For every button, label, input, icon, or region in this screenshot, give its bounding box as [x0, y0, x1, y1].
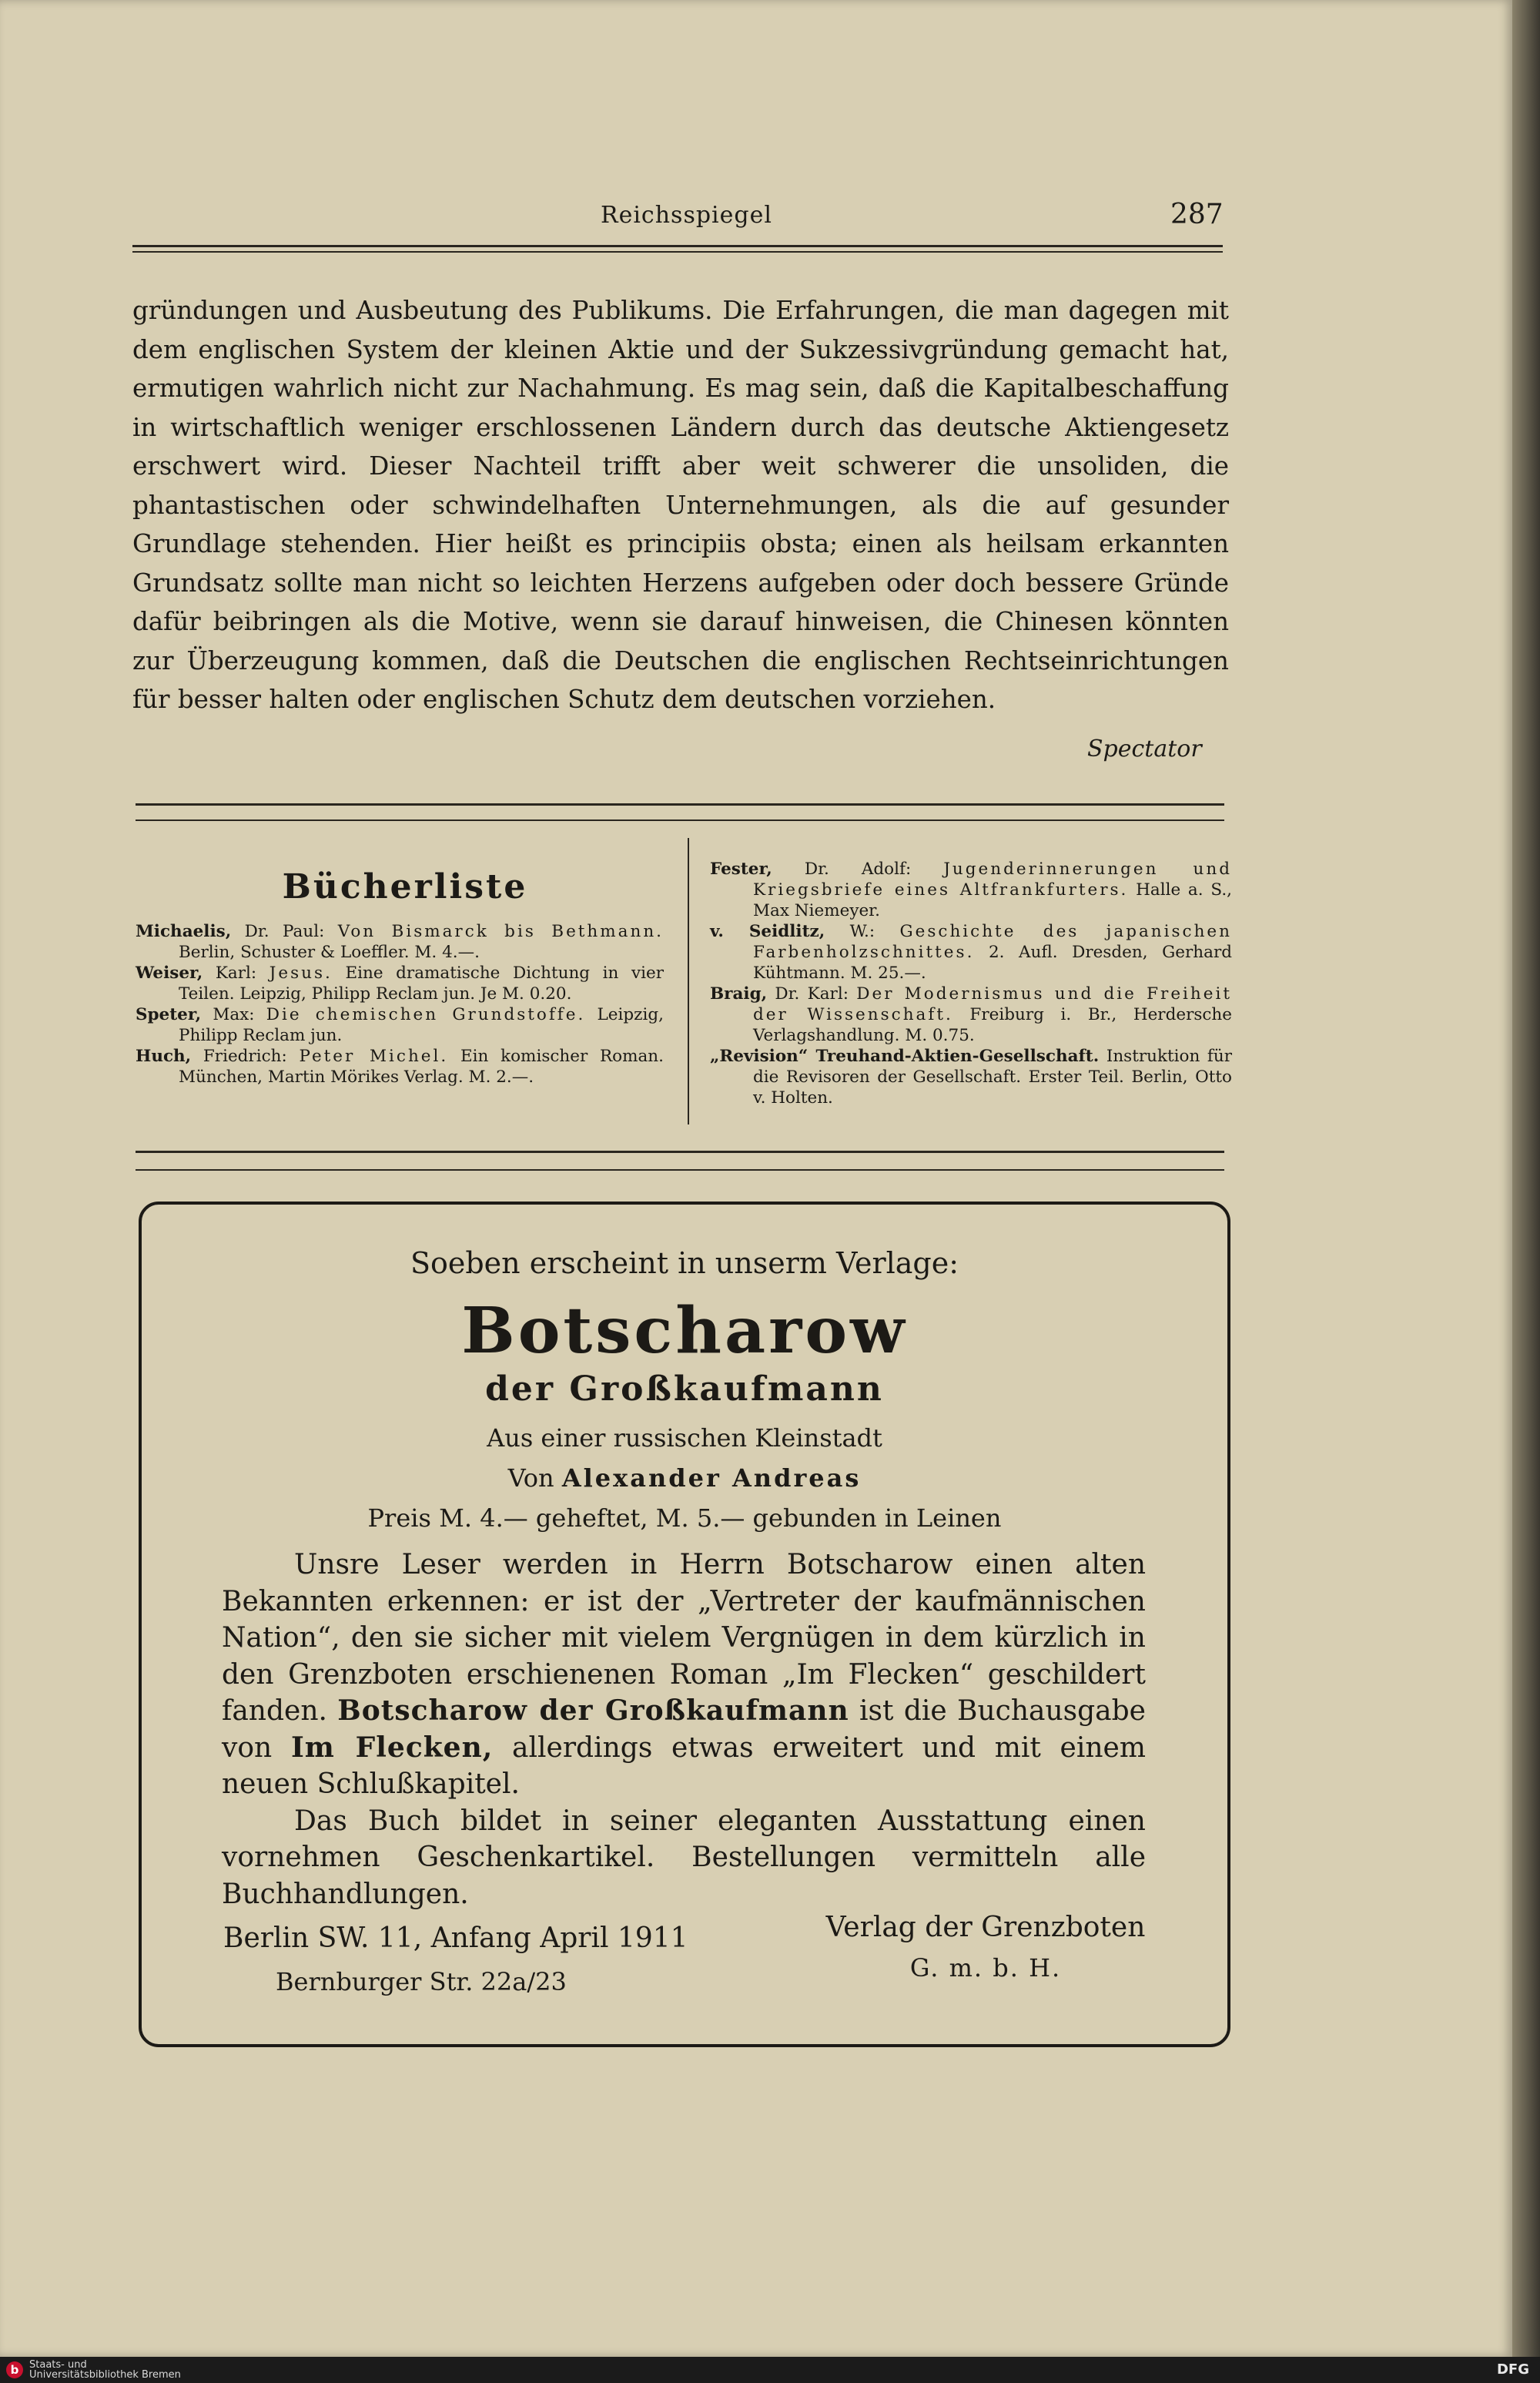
book-author: Fester,	[710, 860, 772, 879]
running-title: Reichsspiegel	[601, 202, 772, 229]
dfg-logo: DFG	[1496, 2361, 1529, 2378]
book-author: Speter,	[136, 1005, 202, 1024]
ad-desc-text: allerdings etwas erweitert und mit einem neuen Schlußkapitel.	[222, 1731, 1146, 1800]
book-title: Geschichte des japanischen Farbenholzschnittes.	[753, 922, 1233, 962]
book-publisher: Ein komischer Roman. München, Martin Mörikes Verlag. M. 2.—.	[179, 1047, 664, 1087]
article-signature: Spectator	[1087, 736, 1202, 762]
book-publisher: Freiburg i. Br., Herdersche Verlagshandlung. M. 0.75.	[753, 1005, 1232, 1045]
ad-price: Preis M. 4.— geheftet, M. 5.— gebunden in Leinen	[367, 1503, 1002, 1533]
book-author: Braig,	[710, 984, 768, 1004]
library-name-line: Staats- und	[29, 2359, 87, 2371]
book-entry	[136, 1046, 664, 1088]
library-name-line: Universitätsbibliothek Bremen	[29, 2369, 181, 2381]
ad-desc-book-title: Botscharow der Großkaufmann	[337, 1694, 849, 1727]
book-first-name: Dr. Karl:	[775, 984, 849, 1004]
section-rule-ad-top-2	[136, 1169, 1224, 1171]
ad-description-paragraph: Das Buch bildet in seiner eleganten Ausstattung einen vornehmen Geschenkartikel. Bestellungen vermitteln alle Buchhandlungen.	[222, 1805, 1146, 1910]
viewer-footer	[0, 2357, 1540, 2383]
article-paragraph: gründungen und Ausbeutung des Publikums. Die Erfahrungen, die man dagegen mit dem englischen System der kleinen Aktie und der Sukzessivgründung gemacht hat, ermutigen wahrlich nicht zur Nachahmung. Es mag sein, daß die Kapitalbeschaffung in wirtschaftlich weniger erschlossenen Ländern durch das deutsche Aktiengesetz erschwert wird. Dieser Nachteil trifft aber weit schwerer die unsoliden, die phantastischen oder schwindelhaften Unternehmungen, als die auf gesunder Grundlage stehenden. Hier heißt es principiis obsta; einen als heilsam erkannten Grundsatz sollte man nicht so leichten Herzens aufgeben oder doch bessere Gründe dafür beibringen als die Motive, wenn sie darauf hinweisen, die Chinesen könnten zur Überzeugung kommen, daß die Deutschen die englischen Rechtseinrichtungen für besser halten oder englischen Schutz dem deutschen vorziehen.	[132, 296, 1229, 714]
article-body	[132, 291, 1229, 719]
section-rule-booklist-top	[136, 803, 1224, 806]
ad-author-line	[139, 1463, 1230, 1493]
book-entry	[136, 921, 664, 963]
library-logo-icon: b	[6, 2361, 23, 2378]
ad-description-paragraph	[222, 1547, 1146, 1803]
booklist-column-divider	[688, 838, 689, 1124]
booklist-heading: Bücherliste	[282, 867, 528, 907]
ad-desc-text: ist die Buchausgabe von	[222, 1695, 1146, 1764]
book-author: v. Seidlitz,	[710, 922, 825, 941]
book-first-name: Dr. Adolf:	[804, 860, 912, 879]
book-first-name: Karl:	[215, 964, 257, 983]
ad-tagline: Aus einer russischen Kleinstadt	[487, 1423, 882, 1453]
ad-publisher-form: G. m. b. H.	[909, 1953, 1062, 1982]
book-publisher: Berlin, Schuster & Loeffler. M. 4.—.	[179, 943, 480, 962]
ad-subtitle: der Großkaufmann	[485, 1369, 884, 1409]
header-rule-top	[132, 245, 1223, 247]
page-number: 287	[1170, 199, 1224, 230]
header-rule-bottom	[132, 251, 1223, 253]
book-title: Peter Michel.	[299, 1047, 449, 1066]
booklist-right-column	[710, 859, 1232, 1108]
ad-desc-novel-title: Im Flecken,	[290, 1731, 494, 1764]
section-rule-ad-top	[136, 1151, 1224, 1153]
book-author: Weiser,	[136, 964, 203, 983]
book-first-name: Dr. Paul:	[244, 922, 325, 941]
book-first-name: Friedrich:	[203, 1047, 287, 1066]
book-entry	[710, 921, 1232, 984]
book-title: Der Modernismus und die Freiheit der Wissenschaft.	[753, 984, 1232, 1024]
ad-author-prefix: Von	[507, 1463, 554, 1493]
book-publisher: Eine dramatische Dichtung in vier Teilen. Leipzig, Philipp Reclam jun. Je M. 0.20.	[179, 964, 664, 1004]
book-publisher: Leipzig, Philipp Reclam jun.	[179, 1005, 664, 1045]
book-author: „Revision“ Treuhand-Aktien-Gesellschaft.	[710, 1047, 1100, 1066]
book-entry	[710, 1046, 1232, 1108]
book-edge	[1512, 0, 1540, 2357]
book-title: Jugenderinnerungen und Kriegsbriefe eines Altfrankfurters.	[753, 860, 1233, 900]
book-author: Huch,	[136, 1047, 192, 1066]
book-entry	[710, 859, 1232, 921]
ad-street: Bernburger Str. 22a/23	[276, 1967, 567, 1996]
book-title: Die chemischen Grundstoffe.	[266, 1005, 586, 1024]
book-entry	[710, 984, 1232, 1046]
library-name	[29, 2360, 181, 2380]
book-first-name: Max:	[213, 1005, 255, 1024]
book-entry	[136, 963, 664, 1004]
book-publisher: Halle a. S., Max Niemeyer.	[753, 880, 1232, 920]
book-entry	[136, 1004, 664, 1046]
ad-publisher: Verlag der Grenzboten	[825, 1912, 1146, 1943]
ad-intro: Soeben erscheint in unserm Verlage:	[410, 1246, 959, 1280]
book-title: Von Bismarck bis Bethmann.	[337, 922, 665, 941]
ad-desc-text: Unsre Leser werden in Herrn Botscharow einen alten Bekannten erkennen: er ist der „Vertreter der kaufmännischen Nation“, den sie sicher mit vielem Vergnügen in dem kürzlich in den Grenzboten erschienenen Roman „Im Flecken“ geschildert fanden.	[222, 1549, 1146, 1727]
section-rule-booklist-top-2	[136, 819, 1224, 821]
ad-place-date: Berlin SW. 11, Anfang April 1911	[223, 1922, 688, 1954]
book-first-name: W.:	[849, 922, 875, 941]
book-publisher: 2. Aufl. Dresden, Gerhard Kühtmann. M. 25.—.	[753, 943, 1232, 983]
ad-author-name: Alexander Andreas	[561, 1463, 862, 1493]
booklist-left-column	[136, 921, 664, 1088]
book-publisher: Instruktion für die Revisoren der Gesellschaft. Erster Teil. Berlin, Otto v. Holten.	[753, 1047, 1233, 1108]
book-author: Michaelis,	[136, 922, 232, 941]
ad-description	[222, 1547, 1146, 1912]
book-title: Jesus.	[269, 964, 333, 983]
ad-title: Botscharow	[461, 1294, 908, 1368]
